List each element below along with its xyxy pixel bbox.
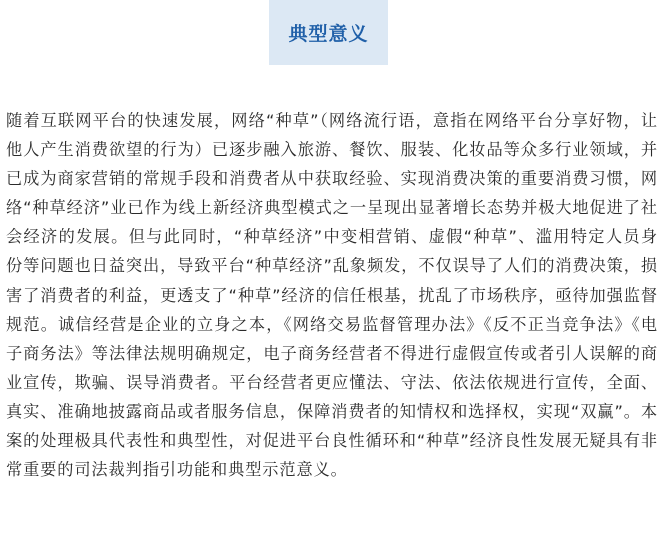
- title-section: [0, 0, 665, 75]
- title-banner: [269, 0, 388, 65]
- body-paragraph: 随着互联网平台的快速发展，网络“种草”（网络流行语，意指在网络平台分享好物，让他人产生消费欲望的行为）已逐步融入旅游、餐饮、服装、化妆品等众多行业领域，并已成为商家营销的常规手段和消费者从中获取经验、实现消费决策的重要消费习惯，网络“种草经济”业已作为线上新经济典型模式之一呈现出显著增长态势并极大地促进了社会经济的发展。但与此同时，“种草经济”中变相营销、虚假“种草”、滥用特定人员身份等问题也日益突出，导致平台“种草经济”乱象频发，不仅误导了人们的消费决策，损害了消费者的利益，更透支了“种草”经济的信任根基，扰乱了市场秩序，亟待加强监督规范。诚信经营是企业的立身之本，《网络交易监督管理办法》《反不正当竞争法》《电子商务法》等法律法规明确规定，电子商务经营者不得进行虚假宣传或者引人误解的商业宣传，欺骗、误导消费者。平台经营者更应懂法、守法、依法依规进行宣传，全面、真实、准确地披露商品或者服务信息，保障消费者的知情权和选择权，实现“双赢”。本案的处理极具代表性和典型性，对促进平台良性循环和“种草”经济良性发展无疑具有非常重要的司法裁判指引功能和典型示范意义。: [6, 111, 658, 480]
- section-title: 典型意义: [288, 23, 369, 45]
